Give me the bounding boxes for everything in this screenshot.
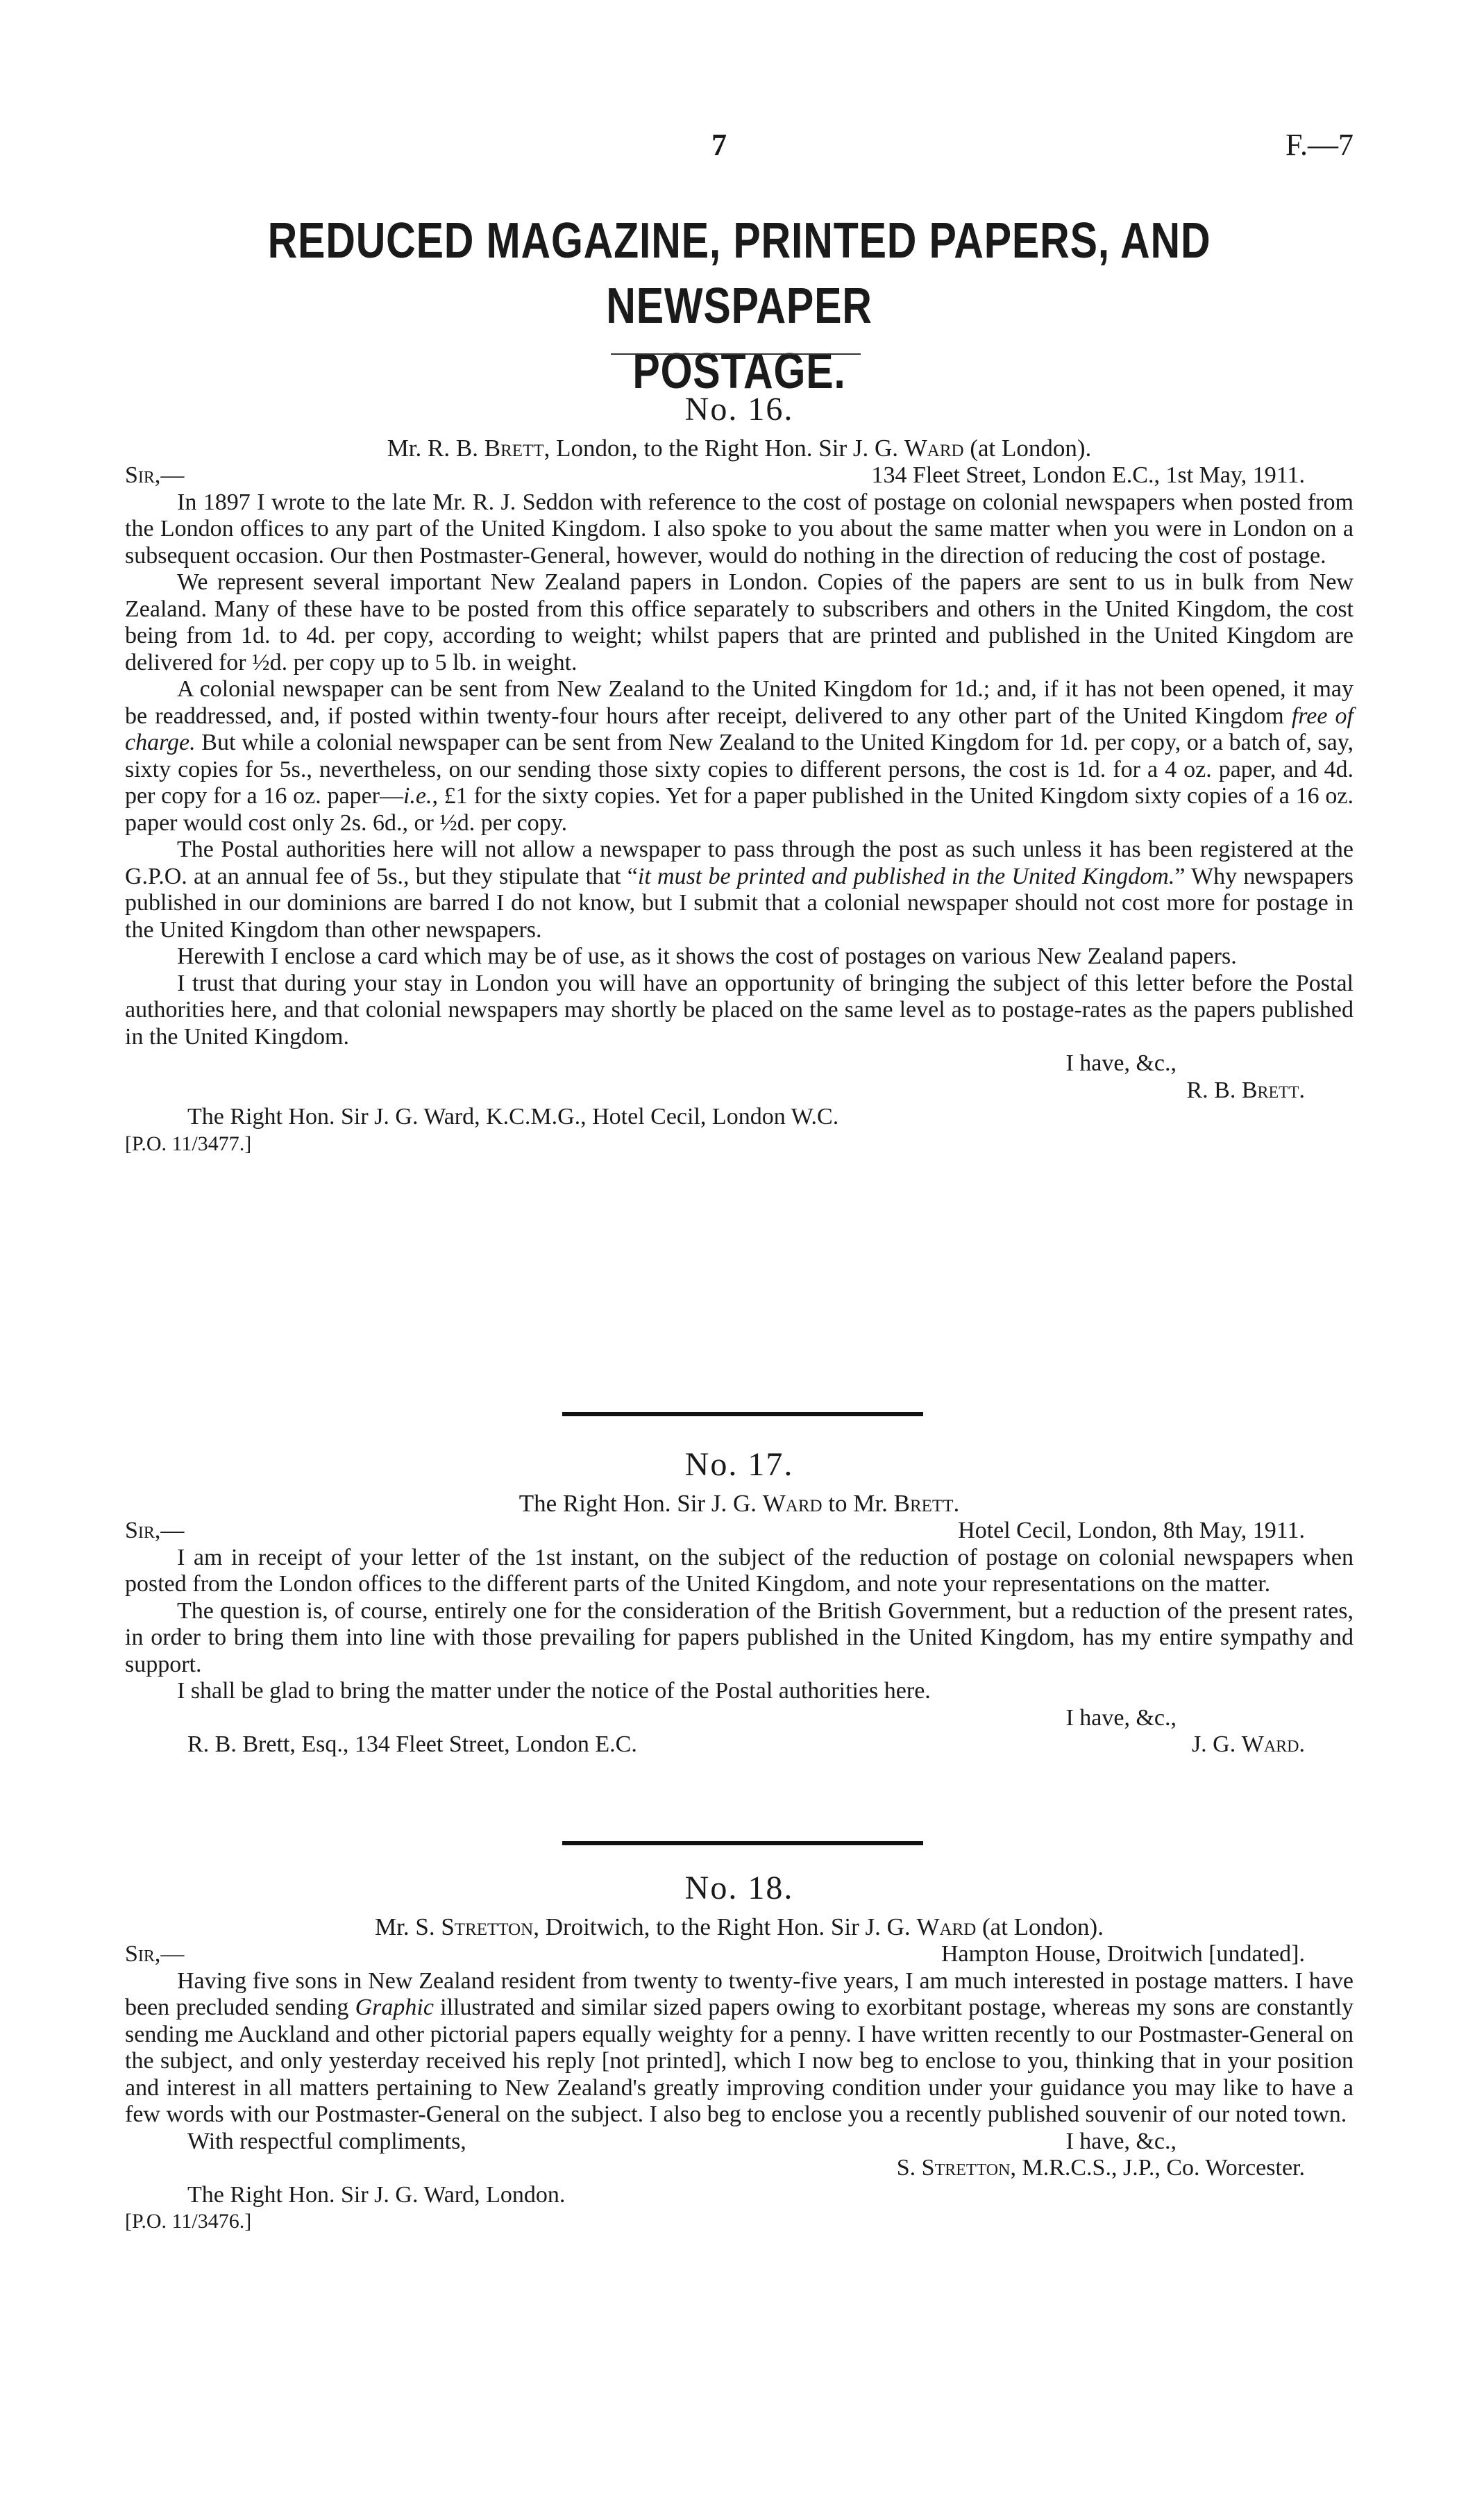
page-title-line-1: REDUCED MAGAZINE, PRINTED PAPERS, AND NEWSPAPER bbox=[267, 213, 1211, 334]
paragraph-text: Having five sons in New Zealand resident from twenty to twenty-five years, I am much interested in postage matters. I have been precluded sending bbox=[125, 1967, 1354, 2020]
letter-subheading bbox=[125, 1913, 1354, 1941]
letter-heading: No. 16. bbox=[684, 391, 794, 428]
signature bbox=[125, 1077, 1354, 1105]
paragraph-text: ” Why newspapers published in our dominions are barred I do not know, but I submit that a colonial newspaper should not cost more for postage in the United Kingdom than other newspapers. bbox=[125, 863, 1354, 943]
signature bbox=[1192, 1731, 1305, 1758]
closing-formula: I have, &c., bbox=[1065, 1704, 1177, 1731]
salutation-row bbox=[125, 1941, 1354, 1968]
letter-heading: No. 17. bbox=[684, 1446, 794, 1483]
paragraph: In 1897 I wrote to the late Mr. R. J. Seddon with reference to the cost of postage on colonial newspapers when posted from the London offices to any part of the United Kingdom. I also spoke to you about the same matter when you were in London on a subsequent occasion. Our then Postmaster-General, however, would do nothing in the direction of reducing the cost of postage. bbox=[125, 489, 1354, 569]
paragraph-text: But while a colonial newspaper can be sent from New Zealand to the United Kingdom for 1d. per copy, or a batch of, say, sixty copies for 5s., nevertheless, on our sending those sixty copies to different persons, the cost is 1d. for a 4 oz. paper, and 4d. per copy for a 16 oz. paper— bbox=[125, 730, 1354, 809]
sender-name: Stretton bbox=[441, 1913, 534, 1940]
paragraph-text: illustrated and similar sized papers owing to exorbitant postage, whereas my sons are constantly sending me Auckland and other pictorial papers equally weighty for a penny. I have written recently to our Postmaster-General on the subject, and only yesterday received his reply [not printed], which I now beg to enclose to you, thinking that in your position and interest in all matters pertaining to New Zealand's greatly improving condition under your guidance you may like to have a few words with our Postmaster-General on the subject. I also beg to enclose you a recently published souvenir of our noted town. bbox=[125, 1995, 1354, 2127]
salutation: Sir,— bbox=[125, 1518, 185, 1543]
letter-subheading bbox=[125, 435, 1354, 462]
compliments: With respectful compliments, bbox=[187, 2128, 466, 2154]
subheading-text: (at London). bbox=[963, 435, 1092, 462]
letter-no-17 bbox=[125, 1444, 1354, 1758]
signature-text: , M.R.C.S., J.P., Co. Worcester. bbox=[1010, 2155, 1305, 2181]
subheading-text: The Right Hon. Sir J. G. bbox=[518, 1490, 763, 1517]
subheading-text: . bbox=[953, 1490, 960, 1517]
paragraph bbox=[125, 676, 1354, 837]
closing-formula: I have, &c., bbox=[1065, 1050, 1177, 1076]
paragraph-emphasis: i.e. bbox=[403, 783, 432, 809]
subheading-text: , London, to the Right Hon. Sir J. G. bbox=[543, 435, 904, 462]
letter-no-16 bbox=[125, 389, 1354, 1157]
addressee-signature-row bbox=[125, 1731, 1354, 1758]
recipient-name: Brett bbox=[893, 1490, 954, 1517]
paragraph: I shall be glad to bring the matter under the notice of the Postal authorities here. bbox=[177, 1678, 931, 1704]
subheading-text: Mr. S. bbox=[375, 1913, 441, 1940]
sheet-reference: F.—7 bbox=[1285, 128, 1354, 162]
closing-formula: I have, &c., bbox=[1065, 2128, 1177, 2154]
salutation: Sir,— bbox=[125, 462, 185, 488]
title-rule bbox=[611, 353, 861, 355]
recipient-name: Ward bbox=[904, 435, 964, 462]
paragraph-emphasis: it must be printed and published in the United Kingdom. bbox=[637, 863, 1175, 889]
salutation: Sir,— bbox=[125, 1941, 185, 1967]
sender-name: Brett bbox=[484, 435, 544, 462]
section-divider bbox=[562, 1412, 923, 1416]
subheading-text: Mr. R. B. bbox=[387, 435, 484, 462]
signature-text: J. G. bbox=[1191, 1731, 1242, 1757]
sender-address: 134 Fleet Street, London E.C., 1st May, 1911. bbox=[871, 462, 1305, 488]
running-head bbox=[125, 128, 1354, 174]
signature-text: R. B. bbox=[1186, 1077, 1242, 1103]
compliments-row bbox=[125, 2129, 1354, 2156]
signature-text: . bbox=[1299, 1731, 1305, 1757]
salutation-row bbox=[125, 462, 1354, 489]
sender-address: Hampton House, Droitwich [undated]. bbox=[941, 1941, 1305, 1967]
paragraph bbox=[125, 837, 1354, 943]
paragraph: Herewith I enclose a card which may be of use, as it shows the cost of postages on various New Zealand papers. bbox=[177, 943, 1237, 969]
paragraph: We represent several important New Zealand papers in London. Copies of the papers are sent to us in bulk from New Zealand. Many of these have to be posted from this office separately to subscribers and others in the United Kingdom, the cost being from 1d. to 4d. per copy, according to weight; whilst papers that are printed and published in the United Kingdom are delivered for ½d. per copy up to 5 lb. in weight. bbox=[125, 569, 1354, 675]
paragraph: The question is, of course, entirely one for the consideration of the British Government, but a reduction of the present rates, in order to bring them into line with those prevailing for papers published in the United Kingdom, has my entire sympathy and support. bbox=[125, 1597, 1354, 1677]
signature-name: S. Stretton bbox=[896, 2155, 1011, 2181]
paragraph: I am in receipt of your letter of the 1st instant, on the subject of the reduction of postage on colonial newspapers when posted from the London offices to the different parts of the United Kingdom, and note your representations on the matter. bbox=[125, 1544, 1354, 1597]
signature-name: Brett bbox=[1241, 1077, 1299, 1103]
page-title-line-2: POSTAGE. bbox=[632, 344, 846, 399]
signature-name: Ward bbox=[1241, 1731, 1299, 1757]
file-reference: [P.O. 11/3477.] bbox=[125, 1132, 252, 1155]
sender-address: Hotel Cecil, London, 8th May, 1911. bbox=[958, 1518, 1305, 1543]
salutation-row bbox=[125, 1518, 1354, 1545]
section-divider bbox=[562, 1841, 923, 1845]
signature-text: . bbox=[1299, 1077, 1305, 1103]
paragraph: I trust that during your stay in London you will have an opportunity of bringing the subject of this letter before the Postal authorities here, and that colonial newspapers may shortly be placed on the same level as to postage-rates as the papers published in the United Kingdom. bbox=[125, 970, 1354, 1050]
recipient-name: Ward bbox=[916, 1913, 977, 1940]
addressee: The Right Hon. Sir J. G. Ward, K.C.M.G., Hotel Cecil, London W.C. bbox=[187, 1104, 839, 1130]
subheading-text: (at London). bbox=[976, 1913, 1104, 1940]
paragraph bbox=[125, 1968, 1354, 2129]
letter-heading: No. 18. bbox=[684, 1870, 794, 1906]
file-reference: [P.O. 11/3476.] bbox=[125, 2210, 252, 2233]
paragraph-text: , £1 for the sixty copies. Yet for a paper published in the United Kingdom sixty copies of a 16 oz. paper would cost only 2s. 6d., or ½d. per copy. bbox=[125, 783, 1354, 836]
paragraph-text: The Postal authorities here will not allow a newspaper to pass through the post as such unless it has been registered at the G.P.O. at an annual fee of 5s., but they stipulate that “ bbox=[125, 837, 1354, 889]
addressee: The Right Hon. Sir J. G. Ward, London. bbox=[187, 2181, 566, 2208]
subheading-text: , Droitwich, to the Right Hon. Sir J. G. bbox=[533, 1913, 917, 1940]
signature bbox=[125, 2155, 1354, 2182]
letter-subheading bbox=[125, 1490, 1354, 1518]
addressee: R. B. Brett, Esq., 134 Fleet Street, London E.C. bbox=[187, 1731, 637, 1757]
paragraph-emphasis: free of charge. bbox=[125, 703, 1354, 755]
paragraph-text: A colonial newspaper can be sent from New Zealand to the United Kingdom for 1d.; and, if it has not been opened, it may be readdressed, and, if posted within twenty-four hours after receipt, delivered to any other part of the United Kingdom bbox=[125, 676, 1354, 729]
page-title bbox=[235, 208, 1242, 404]
letter-no-18 bbox=[125, 1867, 1354, 2235]
paragraph-emphasis: Graphic bbox=[355, 1995, 434, 2020]
sender-name: Ward bbox=[762, 1490, 823, 1517]
page-number: 7 bbox=[711, 128, 727, 162]
subheading-text: to Mr. bbox=[822, 1490, 894, 1517]
